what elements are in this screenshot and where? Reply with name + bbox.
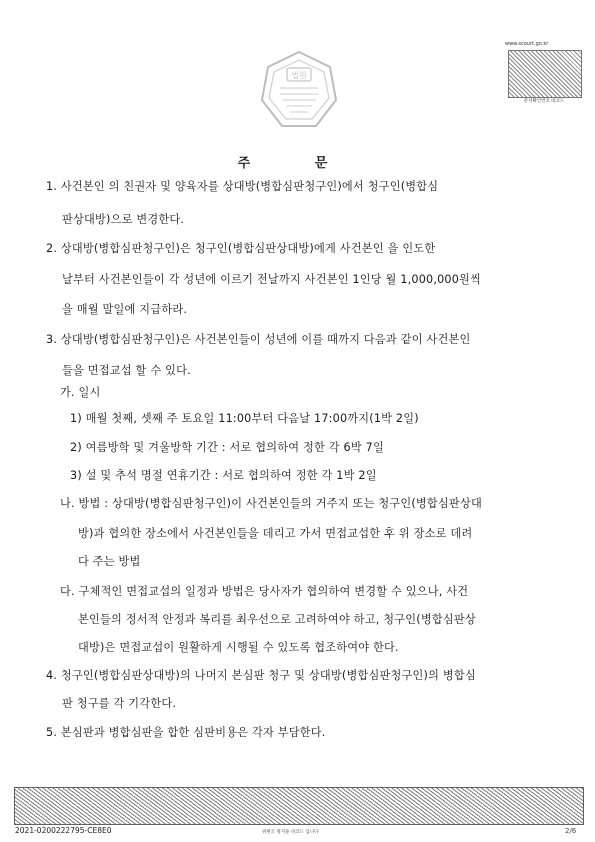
barcode-notice: 위변조 방지용 바코드 입니다 — [262, 830, 319, 835]
body-line: 판 청구를 각 기각한다. — [62, 697, 177, 710]
body-line: 들을 면접교섭 할 수 있다. — [62, 364, 191, 377]
page-title: 주 문 — [237, 156, 358, 171]
body-line: 방)과 협의한 장소에서 사건본인들을 데리고 가서 면접교섭한 후 위 장소로 데려 — [78, 527, 473, 540]
body-line: 본인들의 정서적 안정과 복리를 최우선으로 고려하여야 하고, 청구인(병합심판상 — [78, 613, 476, 626]
court-seal-icon — [258, 48, 340, 130]
body-line: 대방)은 면접교섭이 원활하게 시행될 수 있도록 협조하여야 한다. — [78, 641, 399, 654]
body-line: 을 매월 말일에 지급하라. — [62, 303, 188, 316]
site-url: www.scourt.go.kr — [505, 41, 549, 47]
page-number: 2/6 — [565, 827, 577, 835]
body-line: 다. 구체적인 면접교섭의 일정과 방법은 당사자가 협의하여 변경할 수 있으나, 사건 — [60, 585, 469, 598]
body-line: 다 주는 방법 — [78, 555, 141, 568]
document-number: 2021-0200222795-CE8E0 — [15, 826, 112, 835]
barcode-label: 문서확인번호 바코드 — [523, 99, 565, 104]
body-line: 날부터 사건본인들이 각 성년에 이르기 전날까지 사건본인 1인당 월 1,000,000원씩 — [62, 273, 482, 286]
body-line: 1. 사건본인 의 친권자 및 양육자를 상대방(병합심판청구인)에서 청구인(병합심 — [46, 180, 439, 193]
verification-barcode-icon — [508, 50, 582, 98]
body-line: 4. 청구인(병합심판상대방)의 나머지 본심판 청구 및 상대방(병합심판청구인)의 병합심 — [46, 669, 476, 682]
body-line: 가. 일시 — [60, 386, 101, 399]
body-line: 2) 여름방학 및 겨울방학 기간 : 서로 협의하여 정한 각 6박 7일 — [70, 441, 384, 454]
body-line: 나. 방법 : 상대방(병합심판청구인)이 사건본인들의 거주지 또는 청구인(병합심판상대 — [60, 497, 482, 510]
body-line: 3. 상대방(병합심판청구인)은 사건본인들이 성년에 이를 때까지 다음과 같이 사건본인 — [46, 333, 471, 346]
body-line: 2. 상대방(병합심판청구인)은 청구인(병합심판상대방)에게 사건본인 을 인도한 — [46, 242, 436, 255]
body-line: 1) 매월 첫째, 셋째 주 토요일 11:00부터 다음날 17:00까지(1박 2일) — [70, 412, 419, 425]
body-line: 판상대방)으로 변경한다. — [62, 213, 185, 226]
body-line: 5. 본심판과 병합심판을 합한 심판비용은 각자 부담한다. — [46, 726, 326, 739]
seal-label: 법원 — [291, 71, 307, 80]
body-line: 3) 설 및 추석 명절 연휴기간 : 서로 협의하여 정한 각 1박 2일 — [70, 469, 377, 482]
anti-forgery-barcode-icon — [14, 787, 584, 825]
